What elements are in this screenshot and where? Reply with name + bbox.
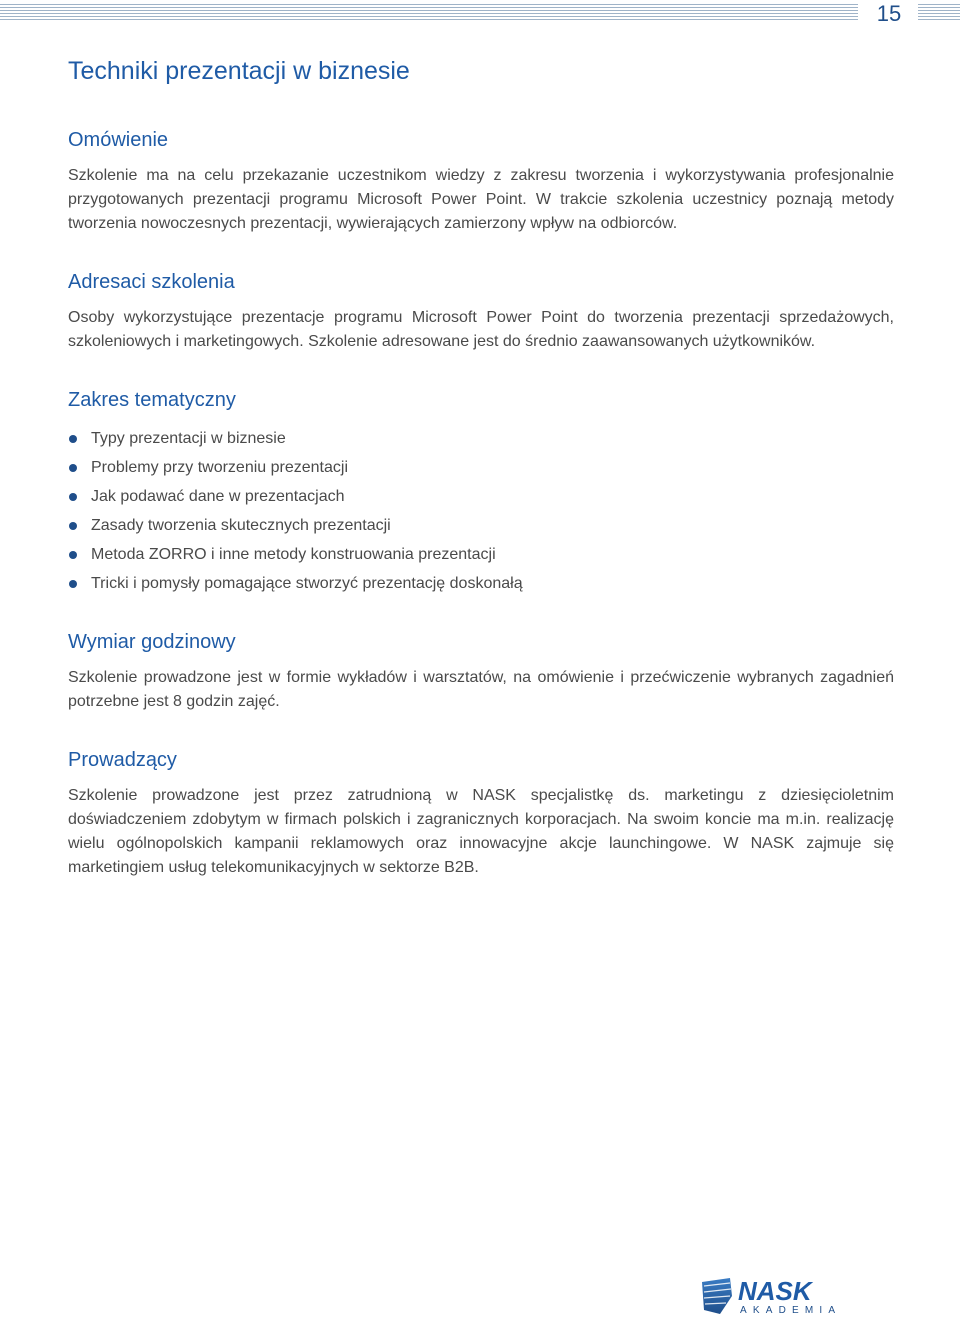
list-item-label: Metoda ZORRO i inne metody konstruowania prezentacji (91, 546, 496, 563)
page-number: 15 (876, 1, 902, 26)
scope-list (68, 424, 894, 598)
section-text-overview: Szkolenie ma na celu przekazanie uczestnikom wiedzy z zakresu tworzenia i wykorzystywania profesjonalnie przygotowanych prezentacji programu Microsoft Power Point. W trakcie szkolenia uczestnicy poznają metody tworzenia nowoczesnych prezentacji, wywierających zamierzony wpływ na odbiorców. (68, 167, 894, 232)
bullet-icon (69, 551, 77, 559)
section-text-hours: Szkolenie prowadzone jest w formie wykładów i warsztatów, na omówienie i przećwiczenie wybranych zagadnień potrzebne jest 8 godzin zajęć. (68, 669, 894, 710)
list-item (68, 569, 894, 598)
header-decorative-lines-left (0, 4, 858, 22)
main-content (68, 54, 894, 912)
section-heading-audience: Adresaci szkolenia (68, 271, 235, 293)
list-item (68, 424, 894, 453)
logo-wordmark: NASK (738, 1276, 812, 1306)
nask-akademia-logo (700, 1276, 895, 1316)
section-heading-scope: Zakres tematyczny (68, 389, 236, 411)
section-heading-trainer: Prowadzący (68, 749, 177, 771)
list-item-label: Jak podawać dane w prezentacjach (91, 488, 345, 505)
list-item (68, 482, 894, 511)
bullet-icon (69, 493, 77, 501)
bullet-icon (69, 464, 77, 472)
list-item-label: Problemy przy tworzeniu prezentacji (91, 459, 348, 476)
bullet-icon (69, 522, 77, 530)
list-item-label: Tricki i pomysły pomagające stworzyć prezentację doskonałą (91, 575, 523, 592)
header-decorative-lines-right (918, 4, 960, 22)
section-heading-overview: Omówienie (68, 129, 169, 151)
list-item-label: Typy prezentacji w biznesie (91, 430, 286, 447)
list-item (68, 453, 894, 482)
list-item-label: Zasady tworzenia skutecznych prezentacji (91, 517, 391, 534)
logo-subtitle: AKADEMIA (740, 1305, 842, 1316)
section-text-audience: Osoby wykorzystujące prezentacje programu Microsoft Power Point do tworzenia prezentacji sprzedażowych, szkoleniowych i marketingowych. Szkolenie adresowane jest do średnio zaawansowanych użytkowników. (68, 309, 894, 350)
list-item (68, 511, 894, 540)
list-item (68, 540, 894, 569)
logo-mark-icon (702, 1278, 732, 1314)
bullet-icon (69, 435, 77, 443)
section-heading-hours: Wymiar godzinowy (68, 631, 236, 653)
page-title: Techniki prezentacji w biznesie (68, 57, 410, 85)
section-text-trainer: Szkolenie prowadzone jest przez zatrudnioną w NASK specjalistkę ds. marketingu z dziesięcioletnim doświadczeniem zdobytym w firmach polskich i zagranicznych korporacjach. Na swoim koncie ma m.in. realizację wielu ogólnopolskich kampanii reklamowych oraz innowacyjne akcje launchingowe. W NASK zajmuje się marketingiem usług telekomunikacyjnych w sektorze B2B. (68, 787, 894, 876)
bullet-icon (69, 580, 77, 588)
